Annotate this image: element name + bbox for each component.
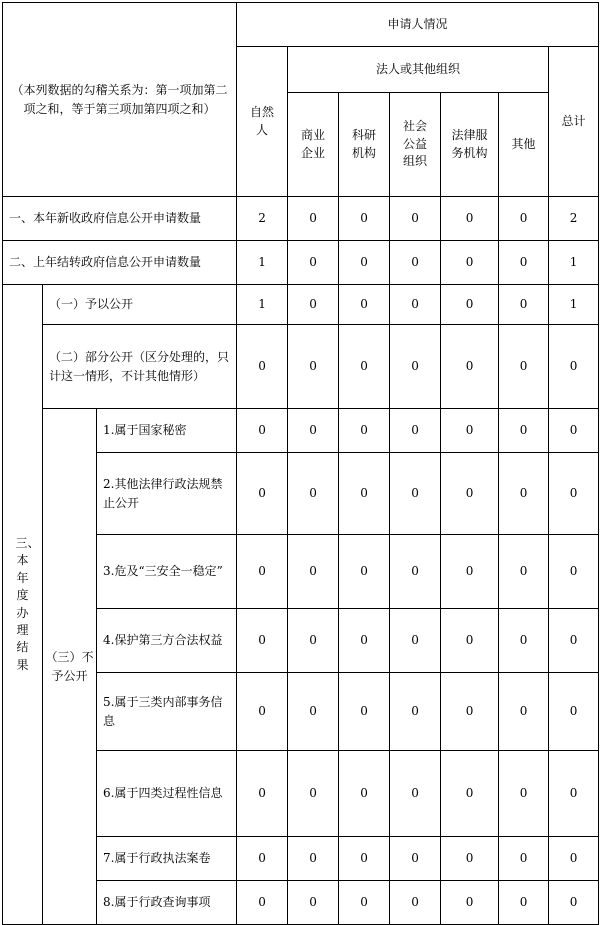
cell-value: 0 [441,409,499,453]
table-row [3,197,599,241]
cell-value: 0 [499,881,549,925]
cell-value: 0 [288,535,339,609]
table-row [3,241,599,285]
cell-value: 0 [390,197,441,241]
cell-value: 0 [339,881,390,925]
cell-value: 0 [339,837,390,881]
cell-value: 0 [288,609,339,673]
cell-value: 0 [441,535,499,609]
table-row [3,325,599,409]
cell-value: 0 [339,325,390,409]
row-label-not-disclose: 2.其他法律行政法规禁止公开 [97,453,237,535]
cell-value: 0 [549,673,599,751]
header-other: 其他 [499,93,549,197]
cell-value: 0 [339,409,390,453]
cell-value: 0 [339,241,390,285]
cell-value: 0 [441,325,499,409]
row-label-carried-over: 二、上年结转政府信息公开申请数量 [3,241,237,285]
cell-value: 0 [288,325,339,409]
cell-value: 0 [288,285,339,325]
cell-value: 0 [339,673,390,751]
cell-value: 0 [288,837,339,881]
cell-value: 0 [237,609,288,673]
cell-value: 0 [499,609,549,673]
cell-value: 0 [237,535,288,609]
row-label-disclose: （一）予以公开 [43,285,237,325]
cell-value: 2 [237,197,288,241]
cell-value: 0 [499,285,549,325]
cell-value: 1 [237,241,288,285]
cell-value: 0 [441,197,499,241]
cell-value: 0 [339,609,390,673]
cell-value: 0 [499,409,549,453]
header-legal-service: 法律服务机构 [441,93,499,197]
cell-value: 0 [441,751,499,837]
cell-value: 1 [237,285,288,325]
cell-value: 0 [549,409,599,453]
cell-value: 0 [390,409,441,453]
cell-value: 0 [499,197,549,241]
cell-value: 0 [441,881,499,925]
cell-value: 0 [441,453,499,535]
cell-value: 0 [549,535,599,609]
header-total: 总计 [549,47,599,197]
cell-value: 0 [390,241,441,285]
cell-value: 0 [288,409,339,453]
cell-value: 0 [237,881,288,925]
cell-value: 0 [237,837,288,881]
cell-value: 0 [390,325,441,409]
cell-value: 0 [339,285,390,325]
cell-value: 0 [288,881,339,925]
cell-value: 0 [288,197,339,241]
cell-value: 0 [339,197,390,241]
cell-value: 0 [549,881,599,925]
cell-value: 0 [390,453,441,535]
cell-value: 0 [441,609,499,673]
cell-value: 0 [237,751,288,837]
header-legal-and-other: 法人或其他组织 [288,47,549,93]
cell-value: 0 [441,837,499,881]
cell-value: 0 [288,241,339,285]
cell-value: 0 [441,673,499,751]
table-row [3,285,599,325]
cell-value: 0 [499,241,549,285]
row-label-not-disclose: 7.属于行政执法案卷 [97,837,237,881]
cell-value: 0 [390,881,441,925]
cell-value: 0 [288,751,339,837]
cell-value: 0 [390,837,441,881]
cell-value: 0 [549,453,599,535]
row-label-not-disclose: 4.保护第三方合法权益 [97,609,237,673]
row-label-not-disclose: 6.属于四类过程性信息 [97,751,237,837]
cell-value: 0 [237,453,288,535]
header-applicant-situation: 申请人情况 [237,3,599,47]
cell-value: 0 [390,285,441,325]
not-disclose-label: （三）不予公开 [43,409,97,925]
cell-value: 0 [549,751,599,837]
cell-value: 0 [549,325,599,409]
cell-value: 1 [549,241,599,285]
gov-info-disclosure-table [2,2,599,925]
cell-value: 0 [390,673,441,751]
cell-value: 0 [237,325,288,409]
cell-value: 0 [288,673,339,751]
cell-value: 0 [499,453,549,535]
row-label-new-requests: 一、本年新收政府信息公开申请数量 [3,197,237,241]
row-label-not-disclose: 8.属于行政查询事项 [97,881,237,925]
cell-value: 2 [549,197,599,241]
cell-value: 0 [390,751,441,837]
cell-value: 0 [288,453,339,535]
row-label-not-disclose: 1.属于国家秘密 [97,409,237,453]
header-natural-person: 自然人 [237,47,288,197]
cell-value: 0 [237,673,288,751]
cell-value: 0 [390,535,441,609]
header-research: 科研机构 [339,93,390,197]
cell-value: 0 [339,751,390,837]
header-note: （本列数据的勾稽关系为：第一项加第二项之和，等于第三项加第四项之和） [3,3,237,197]
cell-value: 0 [339,535,390,609]
cell-value: 0 [237,409,288,453]
row-label-not-disclose: 5.属于三类内部事务信息 [97,673,237,751]
section-three-label: 三、本年度办理结果 [3,285,43,925]
cell-value: 0 [390,609,441,673]
cell-value: 0 [549,609,599,673]
cell-value: 0 [441,241,499,285]
cell-value: 0 [499,673,549,751]
cell-value: 0 [441,285,499,325]
cell-value: 0 [499,837,549,881]
header-business: 商业企业 [288,93,339,197]
row-label-partial: （二）部分公开（区分处理的，只计这一情形，不计其他情形） [43,325,237,409]
cell-value: 0 [499,751,549,837]
cell-value: 0 [549,837,599,881]
cell-value: 0 [339,453,390,535]
header-social-welfare: 社会公益组织 [390,93,441,197]
table-row [3,409,599,453]
cell-value: 0 [499,535,549,609]
cell-value: 0 [499,325,549,409]
row-label-not-disclose: 3.危及“三安全一稳定” [97,535,237,609]
cell-value: 1 [549,285,599,325]
